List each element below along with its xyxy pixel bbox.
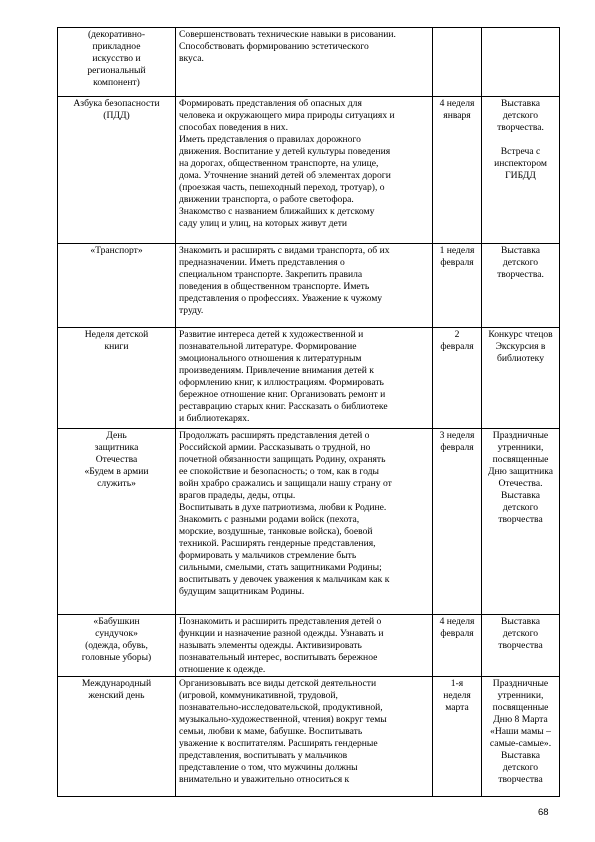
result-text-line: творчества.	[497, 269, 544, 280]
time-cell	[433, 677, 482, 797]
content-text-line: врагов прадеды, деды, отцы.	[179, 490, 296, 501]
theme-text-line: компонент)	[93, 77, 140, 88]
result-text-line: творчества	[498, 640, 543, 651]
content-text-line: воспитывать у девочек уважения к мальчикам как к	[179, 574, 390, 585]
content-text-line: (проезжая часть, пешеходный переход, тротуар), о	[179, 182, 385, 193]
content-text-line: поведения в общественном транспорте. Иметь	[179, 281, 370, 292]
theme-text-line: (ПДД)	[103, 110, 130, 121]
content-text-line: почетной обязанности защищать Родину, охранять	[179, 454, 386, 465]
content-text-line: функции и назначение разной одежды. Узнавать и	[179, 628, 384, 639]
table-row	[58, 28, 560, 97]
content-text-line: Способствовать формированию эстетического	[179, 41, 369, 52]
result-text-line: Выставка	[501, 750, 540, 761]
result-cell	[482, 677, 560, 797]
time-text-line: февраля	[440, 442, 474, 453]
table-row	[58, 429, 560, 615]
theme-text-line: День	[106, 430, 127, 441]
theme-text-line: искусство и	[92, 53, 141, 64]
result-text-line: посвященные	[492, 454, 549, 465]
result-text-line: Конкурс чтецов	[488, 329, 553, 340]
result-text-line: Дню защитника	[487, 466, 554, 477]
content-text-line: Знакомство с названием ближайших к детскому	[179, 206, 375, 217]
time-text-line: февраля	[440, 628, 474, 639]
time-text-line: неделя	[443, 690, 471, 701]
theme-text-line: защитника	[94, 442, 139, 453]
theme-text-line: служить»	[97, 478, 136, 489]
theme-text-line: Азбука безопасности	[73, 98, 160, 109]
result-text-line: Выставка	[501, 245, 540, 256]
theme-text-line: головные уборы)	[81, 652, 152, 663]
time-cell	[433, 328, 482, 429]
time-text-line: 3 неделя	[439, 430, 475, 441]
result-text-line: ГИБДД	[505, 170, 536, 181]
time-text-line: марта	[445, 702, 469, 713]
content-text-line: познавательный интерес, воспитывать бережное	[179, 652, 378, 663]
time-text-line: января	[443, 110, 471, 121]
time-text-line: 2	[454, 329, 460, 340]
content-text-line: движении транспорта, о работе светофора.	[179, 194, 354, 205]
content-cell	[176, 97, 433, 244]
table-body	[58, 28, 560, 797]
result-text-line: Отечества.	[498, 478, 543, 489]
table-row	[58, 97, 560, 244]
theme-text-line: прикладное	[92, 41, 141, 52]
content-text-line: труду.	[179, 305, 204, 316]
time-text-line: 1 неделя	[439, 245, 475, 256]
result-text-line: самые-самые».	[489, 738, 552, 749]
content-cell	[176, 677, 433, 797]
content-text-line: формировать у мальчиков стремление быть	[179, 550, 357, 561]
theme-cell	[58, 429, 176, 615]
content-cell	[176, 328, 433, 429]
time-cell	[433, 244, 482, 328]
content-text-line: музыкально-художественной, чтения) вокруг темы	[179, 714, 387, 725]
content-text-line: Знакомить с разными родами войск (пехота,	[179, 514, 360, 525]
content-text-line: бережное отношение книг. Организовать ремонт и	[179, 389, 386, 400]
content-text-line: движения. Воспитание у детей культуры поведения	[179, 146, 391, 157]
time-cell	[433, 28, 482, 97]
time-text-line: 4 неделя	[439, 616, 475, 627]
content-text-line: внимательно и уважительно относиться к	[179, 774, 350, 785]
result-cell	[482, 28, 560, 97]
theme-cell	[58, 28, 176, 97]
result-text-line: творчества.	[497, 122, 544, 133]
content-text-line: Продолжать расширять представления детей о	[179, 430, 370, 441]
result-text-line: детского	[502, 502, 539, 513]
time-cell	[433, 97, 482, 244]
time-cell	[433, 429, 482, 615]
content-text-line: предназначении. Иметь представления о	[179, 257, 345, 268]
theme-text-line: «Бабушкин	[93, 616, 140, 627]
theme-text-line: Международный	[81, 678, 152, 689]
theme-text-line: региональный	[87, 65, 146, 76]
content-text-line: познавательной литературе. Формирование	[179, 341, 357, 352]
result-text-line: Выставка	[501, 616, 540, 627]
result-text-line: «Наши мамы –	[490, 726, 551, 737]
content-text-line: отношение к одежде.	[179, 664, 266, 675]
content-text-line: представления, воспитывать у мальчиков	[179, 750, 348, 761]
content-text-line: Развитие интереса детей к художественной и	[179, 329, 364, 340]
content-text-line: Иметь представления о правилах дорожного	[179, 134, 361, 145]
content-text-line: Формировать представления об опасных для	[179, 98, 362, 109]
page-number: 68	[538, 807, 549, 818]
time-text-line: февраля	[440, 257, 474, 268]
result-cell	[482, 429, 560, 615]
result-text-line: посвященные	[492, 702, 549, 713]
table-row	[58, 615, 560, 677]
theme-cell	[58, 615, 176, 677]
theme-text-line: женский день	[88, 690, 145, 701]
content-cell	[176, 244, 433, 328]
theme-text-line: сундучок»	[95, 628, 138, 639]
result-text-line: детского	[502, 257, 539, 268]
content-text-line: техникой. Расширять гендерные представления,	[179, 538, 376, 549]
theme-text-line: (одежда, обувь,	[85, 640, 148, 651]
result-text-line: Выставка	[501, 98, 540, 109]
result-text-line: детского	[502, 628, 539, 639]
content-text-line: и библиотекарях.	[179, 413, 250, 424]
result-text-line: детского	[502, 110, 539, 121]
table-row	[58, 244, 560, 328]
content-text-line: человека и окружающего мира природы ситуациях и	[179, 110, 395, 121]
result-cell	[482, 97, 560, 244]
content-text-line: (игровой, коммуникативной, трудовой,	[179, 690, 338, 701]
theme-text-line: Отечества	[95, 454, 138, 465]
content-cell	[176, 429, 433, 615]
content-text-line: оформлению книг, к иллюстрациям. Формировать	[179, 377, 384, 388]
content-text-line: ее спокойствие и безопасность; о том, как в годы	[179, 466, 379, 477]
theme-text-line: книги	[104, 341, 129, 352]
content-text-line: Организовывать все виды детской деятельности	[179, 678, 377, 689]
content-text-line: морские, воздушные, танковые войска), боевой	[179, 526, 373, 537]
result-text-line: утренники,	[497, 442, 544, 453]
content-text-line: будущим защитникам Родины.	[179, 586, 305, 597]
table-row	[58, 677, 560, 797]
result-text-line: инспектором	[494, 158, 547, 169]
content-text-line: произведениям. Привлечение внимания детей к	[179, 365, 374, 376]
content-text-line: саду улиц и улиц, на которых живут дети	[179, 218, 348, 229]
theme-cell	[58, 244, 176, 328]
content-text-line: сильными, смелыми, стать защитниками Родины;	[179, 562, 382, 573]
content-text-line: Совершенствовать технические навыки в рисовании.	[179, 29, 396, 40]
result-text-line	[485, 134, 556, 146]
content-text-line: представление о том, что мужчины должны	[179, 762, 358, 773]
result-text-line: детского	[502, 762, 539, 773]
content-text-line: представления о профессиях. Уважение к чужому	[179, 293, 383, 304]
result-text-line: творчества	[498, 514, 543, 525]
result-text-line: утренники,	[497, 690, 544, 701]
result-text-line: Экскурсия в	[495, 341, 546, 352]
content-text-line: уважение к воспитателям. Расширять гендерные	[179, 738, 378, 749]
result-text-line: творчества	[498, 774, 543, 785]
table-row	[58, 328, 560, 429]
result-text-line: библиотеку	[496, 353, 545, 364]
result-cell	[482, 244, 560, 328]
content-text-line: эмоционального отношения к литературным	[179, 353, 362, 364]
content-text-line: на дорогах, общественном транспорте, на улице,	[179, 158, 379, 169]
content-text-line: реставрацию старых книг. Рассказать о библиотеке	[179, 401, 388, 412]
content-text-line: Российской армии. Рассказывать о трудной, но	[179, 442, 371, 453]
theme-cell	[58, 97, 176, 244]
content-text-line: Знакомить и расширять с видами транспорта, об их	[179, 245, 390, 256]
theme-text-line: «Транспорт»	[90, 245, 143, 256]
content-text-line: специальном транспорте. Закрепить правила	[179, 269, 363, 280]
time-text-line: 1-я	[450, 678, 464, 689]
result-text-line: Выставка	[501, 490, 540, 501]
content-cell	[176, 615, 433, 677]
theme-cell	[58, 328, 176, 429]
theme-text-line: (декоративно-	[87, 29, 146, 40]
result-text-line: Встреча с	[500, 146, 541, 157]
content-text-line: войн храбро сражались и защищали нашу страну от	[179, 478, 392, 489]
result-text-line: Праздничные	[492, 430, 549, 441]
content-text-line: дома. Уточнение знаний детей об элементах дороги	[179, 170, 391, 181]
education-plan-table	[57, 27, 560, 797]
result-text-line: Праздничные	[492, 678, 549, 689]
content-cell	[176, 28, 433, 97]
time-text-line: 4 неделя	[439, 98, 475, 109]
result-cell	[482, 615, 560, 677]
theme-text-line: Неделя детской	[84, 329, 149, 340]
theme-text-line: «Будем в армии	[84, 466, 149, 477]
content-text-line: семьи, любви к маме, бабушке. Воспитывать	[179, 726, 363, 737]
content-text-line: познавательно-исследовательской, продуктивной,	[179, 702, 383, 713]
content-text-line: Воспитывать в духе патриотизма, любви к Родине.	[179, 502, 387, 513]
content-text-line: способах поведения в них.	[179, 122, 288, 133]
content-text-line: вкуса.	[179, 53, 204, 64]
content-text-line: называть элементы одежды. Активизировать	[179, 640, 362, 651]
content-text-line: Познакомить и расширить представления детей о	[179, 616, 382, 627]
theme-cell	[58, 677, 176, 797]
result-cell	[482, 328, 560, 429]
time-text-line: февраля	[440, 341, 474, 352]
result-text-line: Дню 8 Марта	[493, 714, 548, 725]
time-cell	[433, 615, 482, 677]
